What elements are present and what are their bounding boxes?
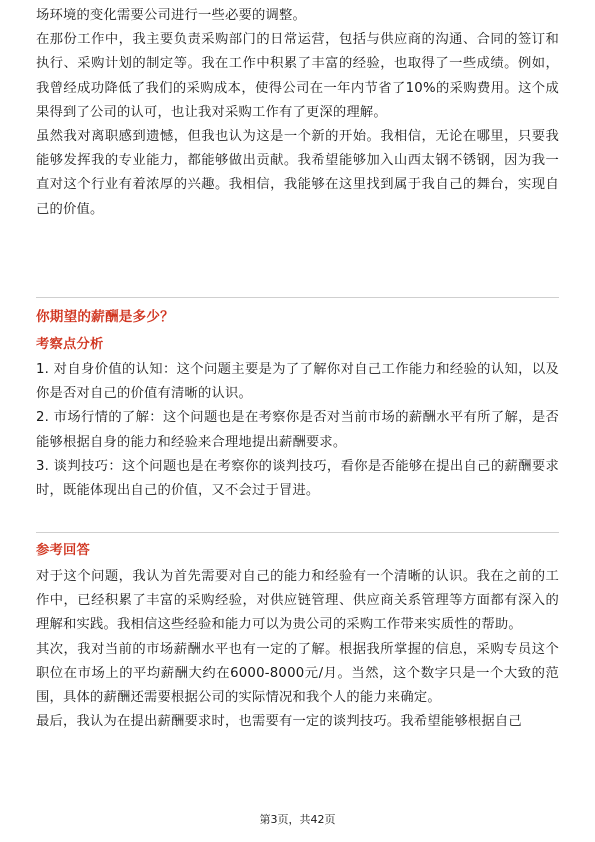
answer-paragraph-2: 其次，我对当前的市场薪酬水平也有一定的了解。根据我所掌握的信息，采购专员这个职位在市场上的平均薪酬大约在6000-8000元/月。当然，这个数字只是一个大致的范围，具体的薪酬还需要根据公司的实际情况和我个人的能力来确定。 — [36, 641, 559, 706]
analysis-point-1: 1. 对自身价值的认知：这个问题主要是为了了解你对自己工作能力和经验的认知，以及你是否对自己的价值有清晰的认识。 — [36, 362, 559, 402]
section-divider-top — [36, 297, 559, 298]
answer-paragraph-3: 最后，我认为在提出薪酬要求时，也需要有一定的谈判技巧。我希望能够根据自己 — [36, 714, 522, 730]
analysis-point-3: 3. 谈判技巧：这个问题也是在考察你的谈判技巧，看你是否能够在提出自己的薪酬要求时，既能体现出自己的价值，又不会过于冒进。 — [36, 458, 559, 499]
intro-section — [36, 4, 559, 222]
answer-section — [36, 565, 559, 734]
section-divider-bottom — [36, 532, 559, 533]
analysis-heading: 考察点分析 — [36, 337, 104, 352]
intro-paragraph-1: 场环境的变化需要公司进行一些必要的调整。 — [36, 8, 306, 23]
answer-paragraph-1: 对于这个问题，我认为首先需要对自己的能力和经验有一个清晰的认识。我在之前的工作中，已经积累了丰富的采购经验，对供应链管理、供应商关系管理等方面都有深入的理解和实践。我相信这些经验和能力可以为贵公司的采购工作带来实质性的帮助。 — [36, 569, 559, 633]
analysis-point-2: 2. 市场行情的了解：这个问题也是在考察你是否对当前市场的薪酬水平有所了解，是否能够根据自身的能力和经验来合理地提出薪酬要求。 — [36, 410, 559, 450]
answer-heading: 参考回答 — [36, 543, 90, 558]
document-page — [36, 0, 559, 842]
page-number: 第3页，共42页 — [259, 813, 336, 826]
analysis-section — [36, 358, 559, 503]
intro-paragraph-3: 虽然我对离职感到遗憾，但我也认为这是一个新的开始。我相信，无论在哪里，只要我能够发挥我的专业能力，都能够做出贡献。我希望能够加入山西太钢不锈钢，因为我一直对这个行业有着浓厚的兴趣。我相信，我能够在这里找到属于我自己的舞台，实现自己的价值。 — [36, 129, 559, 217]
intro-paragraph-2: 在那份工作中，我主要负责采购部门的日常运营，包括与供应商的沟通、合同的签订和执行、采购计划的制定等。我在工作中积累了丰富的经验，也取得了一些成绩。例如，我曾经成功降低了我们的采购成本，使得公司在一年内节省了10%的采购费用。这个成果得到了公司的认可，也让我对采购工作有了更深的理解。 — [36, 32, 559, 120]
question-title: 你期望的薪酬是多少？ — [36, 309, 174, 325]
